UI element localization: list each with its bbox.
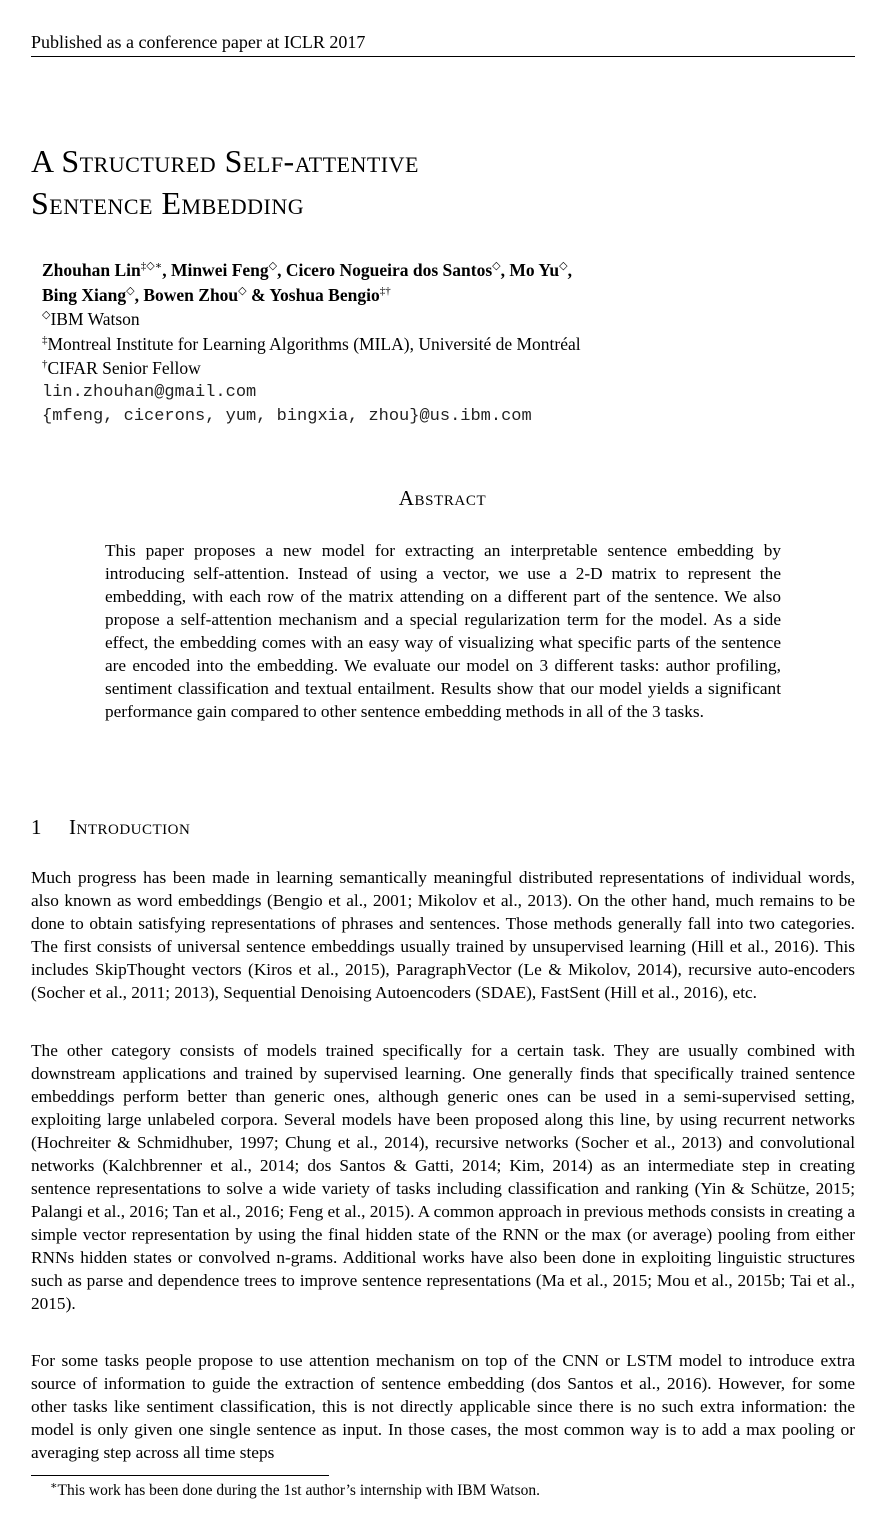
separator: ,	[162, 260, 171, 280]
footnote-text: This work has been done during the 1st author’s internship with IBM Watson.	[57, 1482, 540, 1499]
affiliation-marks: ‡†	[379, 284, 391, 297]
footnote	[50, 1480, 850, 1501]
affiliation-mila	[42, 332, 802, 357]
paragraph: The other category consists of models trained specifically for a certain task. They are usually combined with downstream applications and trained by supervised learning. One generally finds that specifically trained sentence embeddings perform better than generic ones, although generic ones can be used in a semi-supervised setting, exploiting large unlabeled corpora. Several models have been proposed along this line, by using recurrent networks (Hochreiter & Schmidhuber, 1997; Chung et al., 2014), recursive networks (Socher et al., 2013) and convolutional networks (Kalchbrenner et al., 2014; dos Santos & Gatti, 2014; Kim, 2014) as an intermediate step in creating sentence representations to solve a wide variety of tasks including classification and ranking (Yin & Schütze, 2015; Palangi et al., 2016; Tan et al., 2016; Feng et al., 2015). A common approach in previous methods consists in creating a simple vector representation by using the final hidden state of the RNN or the max (or average) pooling from either RNNs hidden states or convolved n-grams. Additional works have also been done in exploiting linguistic structures such as parse and dependence trees to improve sentence representations (Ma et al., 2015; Mou et al., 2015b; Tai et al., 2015).	[31, 1041, 855, 1313]
title-line-1: A Structured Self-attentive	[31, 143, 419, 179]
author-name: Zhouhan Lin	[42, 260, 141, 280]
affiliation-text: Montreal Institute for Learning Algorithms (MILA), Université de Montréal	[47, 333, 581, 354]
affiliation-marks: ◇	[238, 284, 247, 297]
author-name: Minwei Feng	[170, 260, 269, 280]
separator: ,	[277, 260, 286, 280]
separator: ,	[500, 260, 510, 280]
author-name: Mo Yu	[509, 260, 560, 280]
affiliation-mark: ‡	[42, 333, 48, 346]
paragraph: For some tasks people propose to use attention mechanism on top of the CNN or LSTM model to introduce extra source of information to guide the extraction of sentence embedding (dos Santos et al., 2016). However, for some other tasks like sentiment classification, this is not directly applicable since there is no such extra information: the model is only given one single sentence as input. In those cases, the most common way is to add a max pooling or averaging step across all time steps	[31, 1351, 855, 1462]
author-line-1	[42, 258, 802, 283]
affiliation-mark: ◇	[42, 309, 51, 322]
author-name: Bing Xiang	[42, 284, 127, 305]
section-number: 1	[31, 815, 42, 839]
paper-title	[31, 140, 855, 224]
affiliation-mark: †	[42, 358, 48, 371]
author-block	[42, 258, 802, 429]
footnote-rule	[31, 1475, 329, 1476]
email-primary[interactable]: lin.zhouhan@gmail.com	[42, 382, 257, 402]
title-line-2: Sentence Embedding	[31, 185, 305, 221]
affiliation-cifar	[42, 356, 802, 381]
affiliation-marks: ‡◇∗	[140, 260, 163, 273]
author-name: Yoshua Bengio	[269, 284, 380, 305]
abstract-heading: Abstract	[398, 486, 487, 510]
section-heading	[31, 814, 855, 840]
separator: &	[246, 284, 270, 305]
author-name: Cicero Nogueira dos Santos	[285, 260, 493, 280]
email-group[interactable]: {mfeng, cicerons, yum, bingxia, zhou}@us.ibm.com	[42, 406, 532, 426]
author-line-2	[42, 283, 802, 308]
header-rule	[31, 56, 855, 57]
separator: ,	[134, 284, 144, 305]
affiliation-marks: ◇	[559, 260, 568, 273]
author-name: Bowen Zhou	[143, 284, 239, 305]
separator: ,	[567, 260, 572, 280]
running-header: Published as a conference paper at ICLR 2017	[31, 32, 366, 52]
affiliation-marks: ◇	[126, 284, 135, 297]
abstract-text: This paper proposes a new model for extracting an interpretable sentence embedding by introducing self-attention. Instead of using a vector, we use a 2-D matrix to represent the embedding, with each row of the matrix attending on a different part of the sentence. We also propose a self-attention mechanism and a special regularization term for the model. As a side effect, the embedding comes with an easy way of visualizing what specific parts of the sentence are encoded into the embedding. We evaluate our model on 3 different tasks: author profiling, sentiment classification and textual entailment. Results show that our model yields a significant performance gain compared to other sentence embedding methods in all of the 3 tasks.	[105, 541, 781, 721]
affiliation-text: CIFAR Senior Fellow	[47, 358, 201, 378]
section-title: Introduction	[69, 815, 191, 839]
footnote-mark: ∗	[50, 1479, 58, 1492]
paragraph: Much progress has been made in learning semantically meaningful distributed representations of individual words, also known as word embeddings (Bengio et al., 2001; Mikolov et al., 2013). On the other hand, much remains to be done to obtain satisfying representations of phrases and sentences. Those methods generally fall into two categories. The first consists of universal sentence embeddings usually trained by unsupervised learning (Hill et al., 2016). This includes SkipThought vectors (Kiros et al., 2015), ParagraphVector (Le & Mikolov, 2014), recursive auto-encoders (Socher et al., 2011; 2013), Sequential Denoising Autoencoders (SDAE), FastSent (Hill et al., 2016), etc.	[31, 868, 855, 1002]
affiliation-marks: ◇	[492, 260, 501, 273]
affiliation-text: IBM Watson	[50, 309, 140, 329]
affiliation-ibm	[42, 307, 802, 332]
affiliation-marks: ◇	[268, 260, 278, 273]
